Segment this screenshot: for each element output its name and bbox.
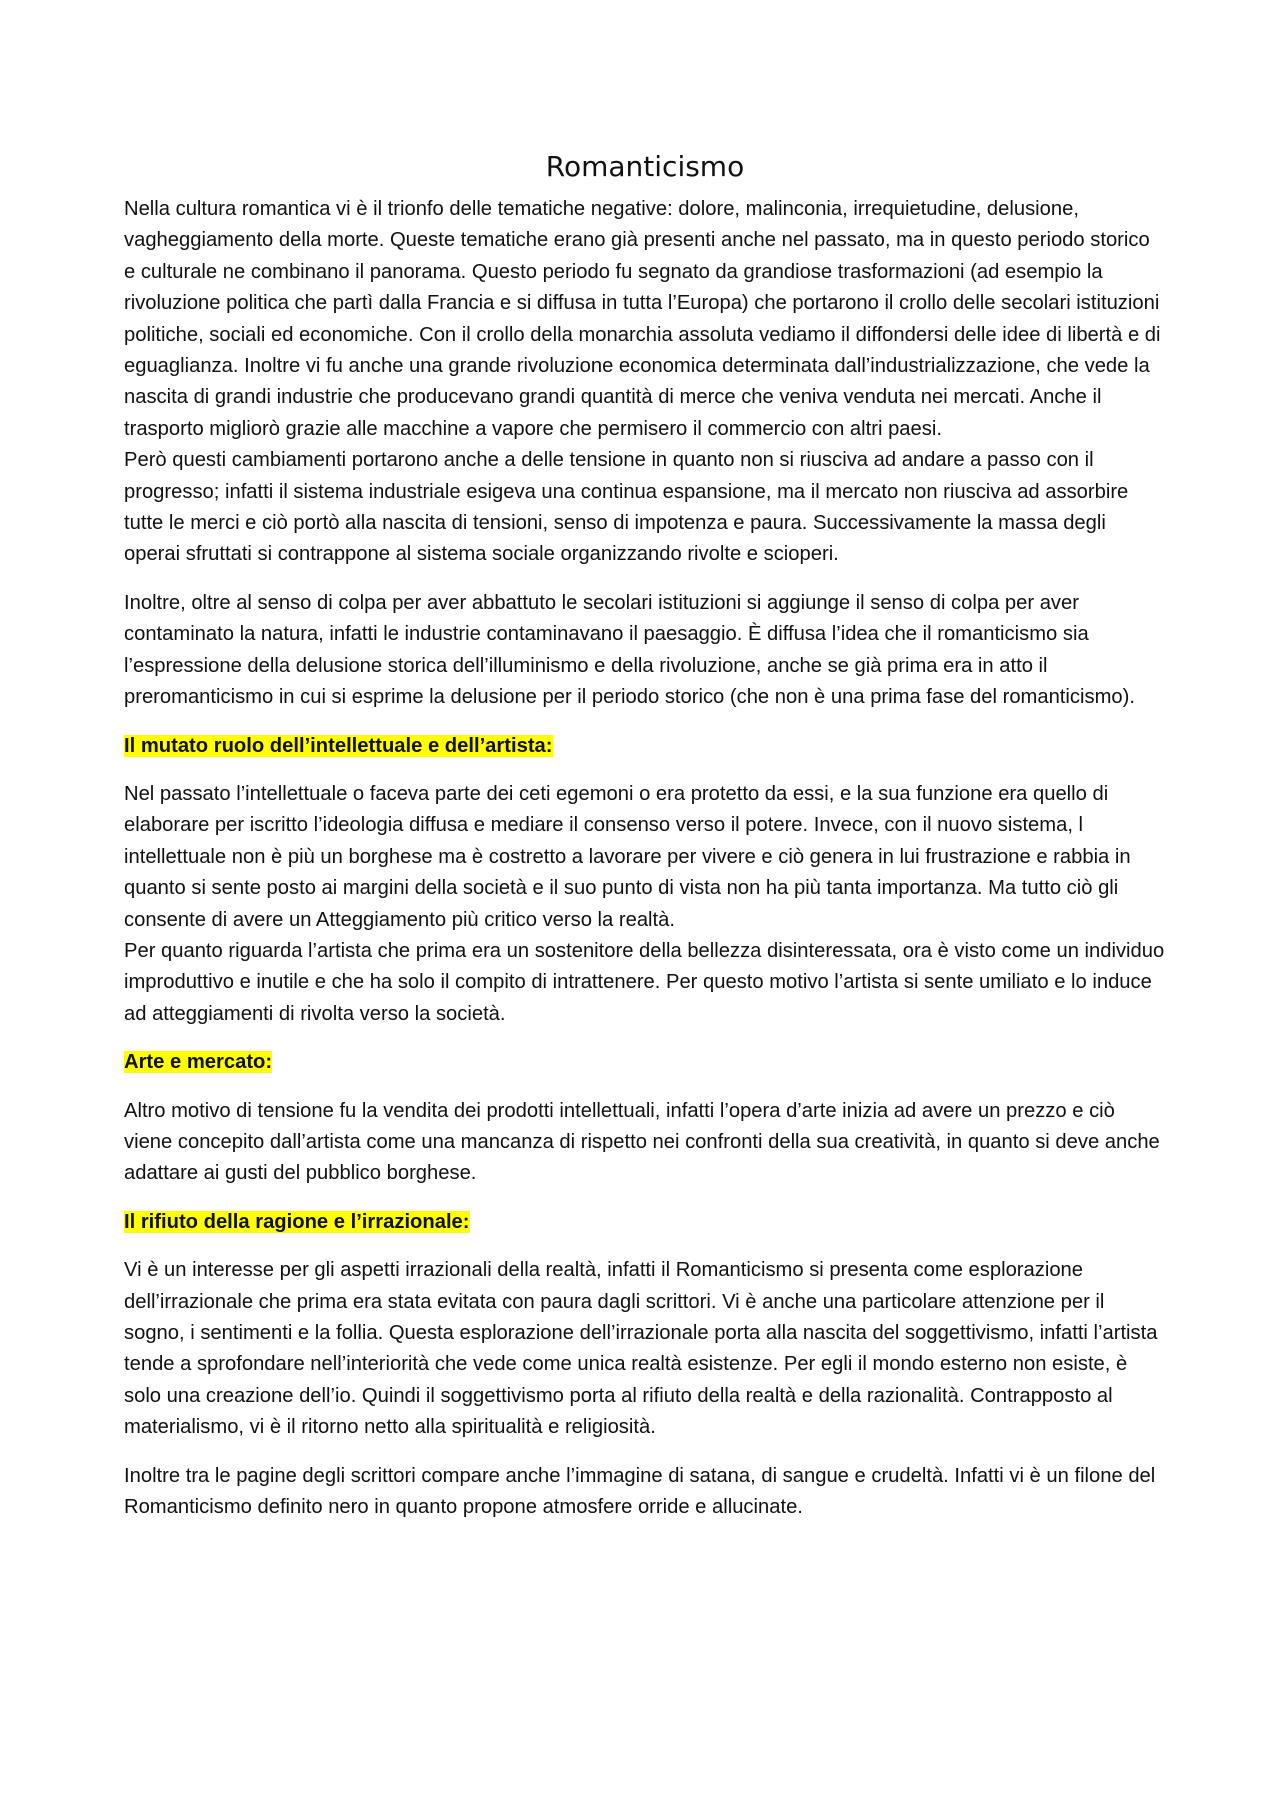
paragraph-spacer xyxy=(124,1030,1166,1047)
document-title: Romanticismo xyxy=(545,150,745,183)
paragraph-dark-romanticism: Inoltre tra le pagine degli scrittori compare anche l’immagine di satana, di sangue e crudeltà. Infatti vi è un filone del Romanticismo definito nero in quanto propone atmosfere orride e allucinate. xyxy=(124,1464,1156,1519)
paragraph-spacer xyxy=(124,714,1166,731)
section-heading-art-market xyxy=(124,1047,1166,1078)
paragraph-spacer xyxy=(124,1238,1166,1255)
paragraph-intellectual: Nel passato l’intellettuale o faceva parte dei ceti egemoni o era protetto da essi, e la sua funzione era quello di elaborare per iscritto l’ideologia diffusa e mediare il consenso verso il potere. Invece, con il nuovo sistema, l intellettuale non è più un borghese ma è costretto a lavorare per vivere e ciò genera in lui frustrazione e rabbia in quanto si sente posto ai margini della società e il suo punto di vista non ha più tanta importanza. Ma tutto ciò gli consente di avere un Atteggiamento più critico verso la realtà. xyxy=(124,782,1131,931)
paragraph-spacer xyxy=(124,1190,1166,1207)
paragraph-spacer xyxy=(124,571,1166,588)
highlighted-heading-text: Il mutato ruolo dell’intellettuale e dell’artista: xyxy=(124,734,553,757)
paragraph-irrational: Vi è un interesse per gli aspetti irrazionali della realtà, infatti il Romanticismo si presenta come esplorazione dell’irrazionale che prima era stata evitata con paura dagli scrittori. Vi è anche una particolare attenzione per il sogno, i sentimenti e la follia. Questa esplorazione dell’irrazionale porta alla nascita del soggettivismo, infatti l’artista tende a sprofondare nell’interiorità che vede come unica realtà esistenze. Per egli il mondo esterno non esiste, è solo una creazione dell’io. Quindi il soggettivismo porta al rifiuto della realtà e della razionalità. Contrapposto al materialismo, vi è il ritorno netto alla spiritualità e religiosità. xyxy=(124,1259,1158,1439)
paragraph-spacer xyxy=(124,1444,1166,1461)
section-heading-intellectual xyxy=(124,731,1166,762)
paragraph-intro: Nella cultura romantica vi è il trionfo delle tematiche negative: dolore, malinconia, irrequietudine, delusione, vagheggiamento della morte. Queste tematiche erano già presenti anche nel passato, ma in questo periodo storico e culturale ne combinano il panorama. Questo periodo fu segnato da grandiose trasformazioni (ad esempio la rivoluzione politica che partì dalla Francia e si diffusa in tutta l’Europa) che portarono il crollo delle secolari istituzioni politiche, sociali ed economiche. Con il crollo della monarchia assoluta vediamo il diffondersi delle idee di libertà e di eguaglianza. Inoltre vi fu anche una grande rivoluzione economica determinata dall’industrializzazione, che vede la nascita di grandi industrie che producevano grandi quantità di merce che veniva venduta nei mercati. Anche il trasporto migliorò grazie alle macchine a vapore che permisero il commercio con altri paesi. xyxy=(124,198,1161,440)
section-heading-irrational xyxy=(124,1207,1166,1238)
paragraph-art-market: Altro motivo di tensione fu la vendita dei prodotti intellettuali, infatti l’opera d’arte inizia ad avere un prezzo e ciò viene concepito dall’artista come una mancanza di rispetto nei confronti della sua creatività, in quanto si deve anche adattare ai gusti del pubblico borghese. xyxy=(124,1099,1160,1185)
paragraph-spacer xyxy=(124,1079,1166,1096)
paragraph-spacer xyxy=(124,762,1166,779)
highlighted-heading-text: Il rifiuto della ragione e l’irrazionale: xyxy=(124,1210,470,1233)
paragraph-guilt: Inoltre, oltre al senso di colpa per aver abbattuto le secolari istituzioni si aggiunge il senso di colpa per aver contaminato la natura, infatti le industrie contaminavano il paesaggio. È diffusa l’idea che il romanticismo sia l’espressione della delusione storica dell’illuminismo e della rivoluzione, anche se già prima era in atto il preromanticismo in cui si esprime la delusione per il periodo storico (che non è una prima fase del romanticismo). xyxy=(124,591,1135,709)
paragraph-artist: Per quanto riguarda l’artista che prima era un sostenitore della bellezza disinteressata, ora è visto come un individuo improduttivo e inutile e che ha solo il compito di intrattenere. Per questo motivo l’artista si sente umiliato e lo induce ad atteggiamenti di rivolta verso la società. xyxy=(124,939,1165,1025)
document-body xyxy=(124,150,1166,1523)
paragraph-tensions: Però questi cambiamenti portarono anche a delle tensione in quanto non si riusciva ad andare a passo con il progresso; infatti il sistema industriale esigeva una continua espansione, ma il mercato non riusciva ad assorbire tutte le merci e ciò portò alla nascita di tensioni, senso di impotenza e paura. Successivamente la massa degli operai sfruttati si contrappone al sistema sociale organizzando rivolte e scioperi. xyxy=(124,449,1129,566)
highlighted-heading-text: Arte e mercato: xyxy=(124,1051,273,1074)
